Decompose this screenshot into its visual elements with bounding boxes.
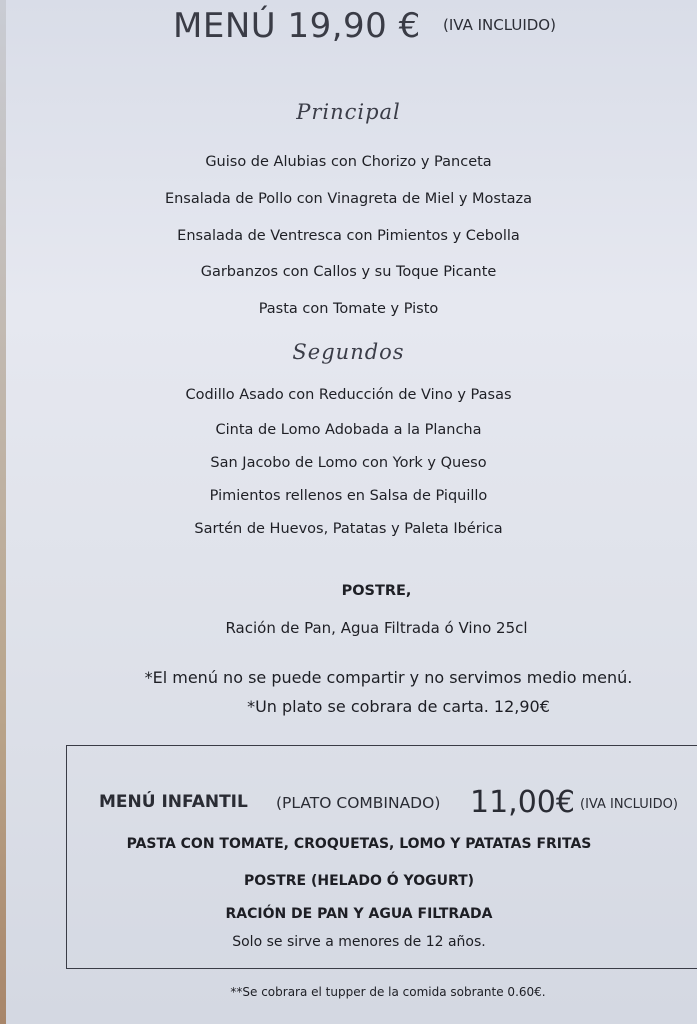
postre-label: POSTRE, (341, 583, 412, 599)
infantil-item-3: RACIÓN DE PAN Y AGUA FILTRADA (225, 906, 493, 922)
segundos-item-1: Codillo Asado con Reducción de Vino y Pasas (185, 387, 512, 403)
menu-iva-note: (IVA INCLUIDO) (443, 16, 556, 34)
note-no-compartir: *El menú no se puede compartir y no servimos medio menú. (144, 668, 633, 687)
infantil-age-note: Solo se sirve a menores de 12 años. (232, 934, 486, 950)
principal-item-2: Ensalada de Pollo con Vinagreta de Miel y Mostaza (164, 191, 533, 207)
menu-infantil-price: 11,00€ (470, 785, 575, 820)
principal-item-3: Ensalada de Ventresca con Pimientos y Cebolla (177, 228, 520, 244)
segundos-item-3: San Jacobo de Lomo con York y Queso (210, 455, 487, 471)
menu-header (0, 4, 697, 52)
segundos-heading: Segundos (292, 340, 405, 364)
infantil-item-1: PASTA CON TOMATE, CROQUETAS, LOMO Y PATATAS FRITAS (126, 836, 592, 852)
segundos-item-5: Sartén de Huevos, Patatas y Paleta Ibérica (194, 521, 503, 537)
menu-infantil-header (0, 787, 697, 827)
menu-infantil-title: MENÚ INFANTIL (99, 792, 248, 812)
infantil-item-2: POSTRE (HELADO Ó YOGURT) (243, 873, 475, 889)
principal-heading: Principal (296, 100, 401, 124)
note-plato-carta: *Un plato se cobrara de carta. 12,90€ (247, 697, 550, 716)
racion-line: Ración de Pan, Agua Filtrada ó Vino 25cl (225, 619, 528, 637)
tupper-footnote: **Se cobrara el tupper de la comida sobrante 0.60€. (230, 985, 546, 999)
principal-item-4: Garbanzos con Callos y su Toque Picante (200, 264, 497, 280)
menu-infantil-iva: (IVA INCLUIDO) (580, 797, 678, 812)
segundos-item-4: Pimientos rellenos en Salsa de Piquillo (209, 488, 488, 504)
menu-infantil-plato: (PLATO COMBINADO) (276, 794, 441, 812)
menu-title: MENÚ 19,90 € (173, 6, 421, 46)
segundos-item-2: Cinta de Lomo Adobada a la Plancha (215, 422, 482, 438)
principal-item-1: Guiso de Alubias con Chorizo y Panceta (205, 154, 492, 170)
principal-item-5: Pasta con Tomate y Pisto (258, 301, 439, 317)
